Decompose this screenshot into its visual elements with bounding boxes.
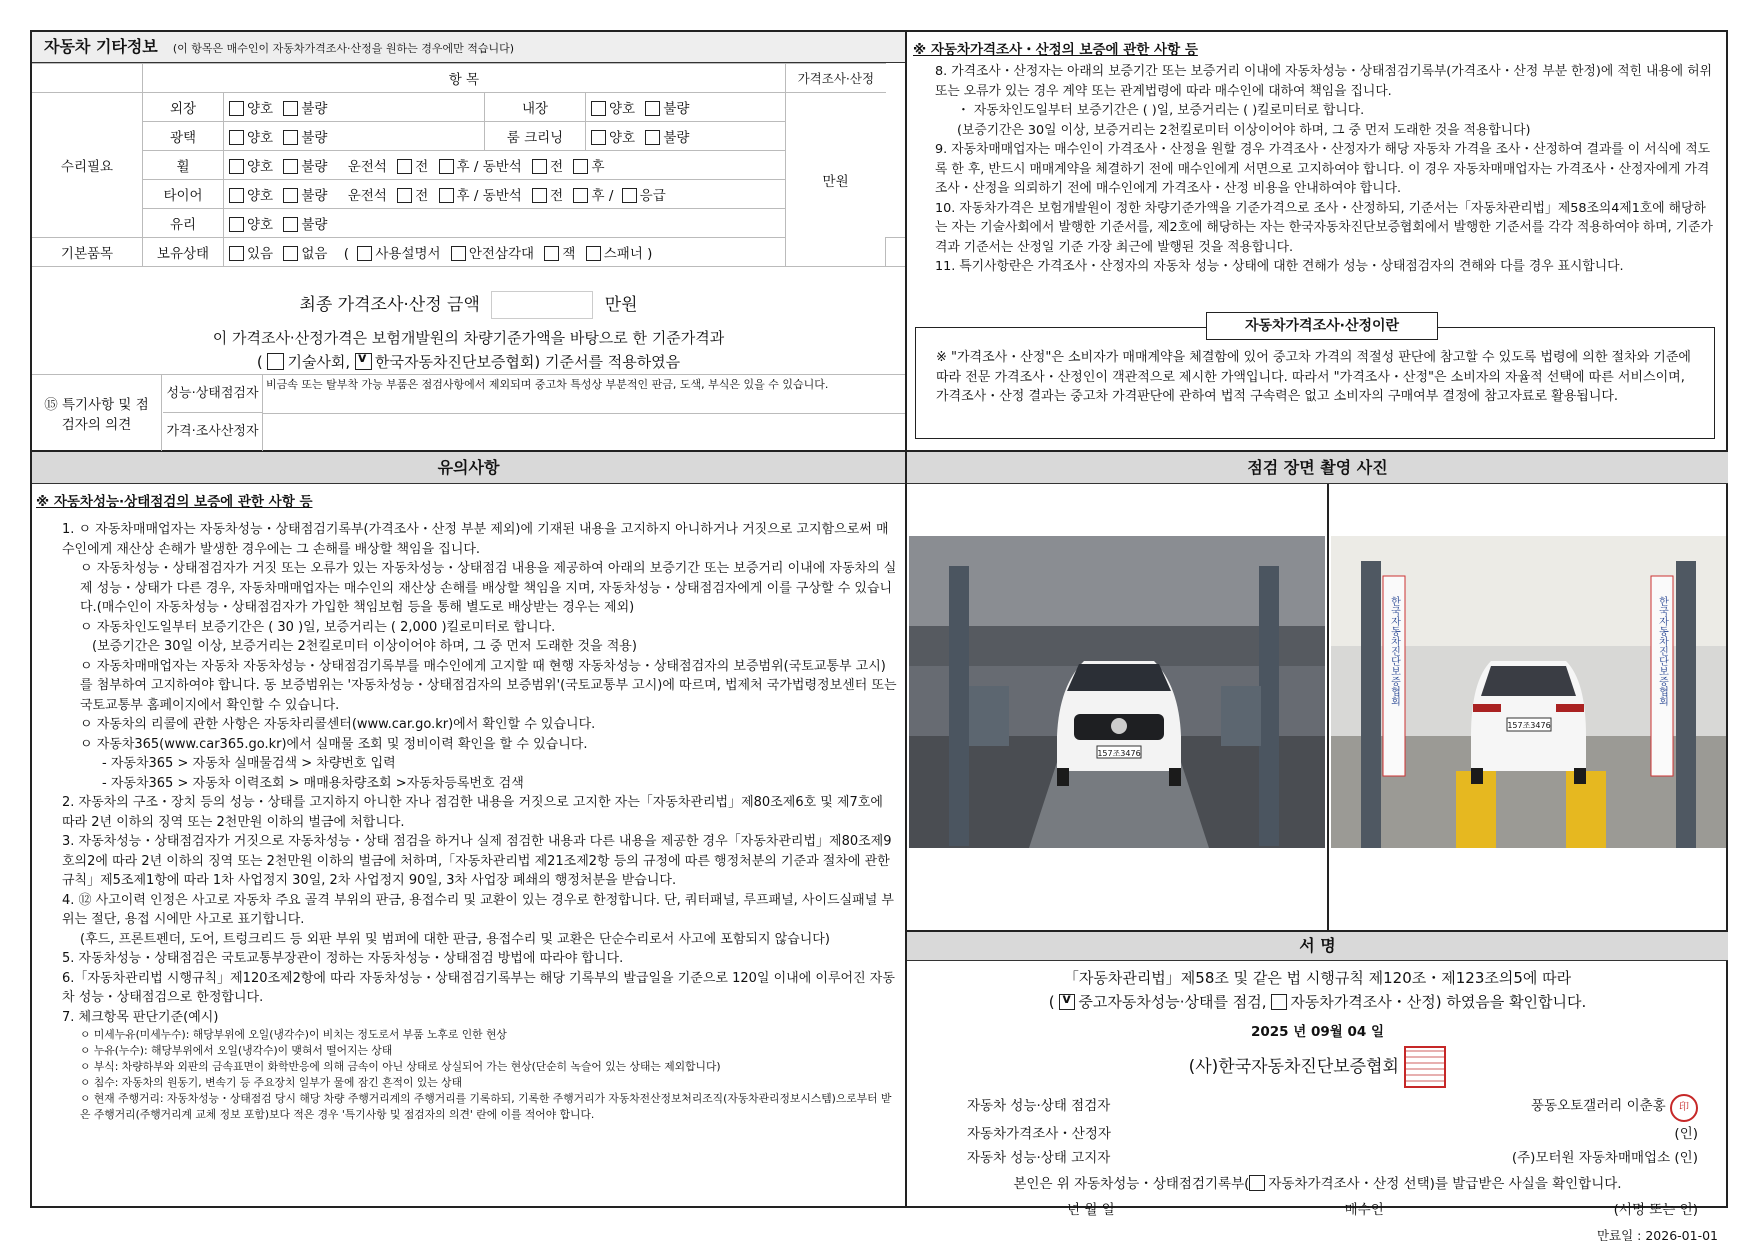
price-guarantee-section: [907, 32, 1728, 452]
photos-header: 점검 장면 촬영 사진: [907, 452, 1728, 484]
notifier-sign-label: 자동차 성능·상태 고지자: [967, 1150, 1111, 1166]
vehicle-info-table: [32, 63, 905, 267]
signature-header: 서 명: [907, 932, 1728, 961]
owned-yes-label: 있음: [247, 246, 274, 262]
expiry-date: 만료일 : 2026-01-01: [1596, 1228, 1718, 1243]
signature-section: [907, 932, 1728, 1243]
cleaning-good-checkbox[interactable]: [591, 130, 606, 145]
notice-item-1b: ㅇ 자동차성능・상태점검자가 거짓 또는 오류가 있는 자동차성능・상태점검 내용을 제공하여 아래의 보증기간 또는 보증거리 이내에 자동차의 실제 성능・상태가 다른 경우, 자동차매매업자는 매수인의 재산상 손해를 배상할 책임을 지며, 자동차성능・상태점검자에게 이를 구상할 수 있습니다.(매수인이 자동차성능・상태점검자가 가입한 책임보험 등을 통해 별도로 배상받는 경우는 제외): [80, 561, 897, 615]
buyer-price-checkbox[interactable]: [1249, 1175, 1265, 1191]
notice-item-4-note: (후드, 프론트펜더, 도어, 트렁크리드 등 외판 부위 및 범퍼에 대한 판금, 용접수리 및 교환은 단순수리로서 사고에 포함되지 않습니다): [80, 931, 830, 947]
criteria-item: ㅇ 침수: 자동차의 원동기, 변속기 등 주요장치 일부가 물에 잠긴 흔적이 있는 상태: [80, 1076, 463, 1089]
notice-header: 유의사항: [32, 452, 905, 484]
owned-status-label: 보유상태: [143, 238, 224, 267]
wheel-bad-checkbox[interactable]: [283, 159, 298, 174]
glass-bad-checkbox[interactable]: [283, 217, 298, 232]
repair-needed-label: 수리필요: [32, 93, 143, 238]
good-label: 양호: [247, 217, 274, 233]
bad-label: 불량: [301, 101, 328, 117]
good-label: 양호: [609, 130, 636, 146]
col-item-header: 항 목: [143, 64, 786, 93]
tire-driver-rear-checkbox[interactable]: [439, 188, 454, 203]
price-unit: 만원: [785, 93, 886, 267]
criteria-item: ㅇ 부식: 차량하부와 외판의 금속표면이 화학반응에 의해 금속이 아닌 상태로 상실되어 가는 현상(단순히 녹슬어 있는 상태는 제외합니다): [80, 1060, 721, 1073]
good-label: 양호: [247, 101, 274, 117]
notice-item-1c-note: (보증기간은 30일 이상, 보증거리는 2천킬로미터 이상이어야 하며, 그 중 먼저 도래한 것을 적용): [92, 639, 637, 654]
bad-label: 불량: [301, 217, 328, 233]
front-plate-text: 157조3476: [1097, 749, 1141, 758]
front-label: 전: [415, 159, 429, 175]
notice-item-1f-step2: - 자동차365 > 자동차 이력조회 > 매매용차량조회 >자동차등록번호 검색: [102, 775, 524, 791]
notice-item-1f: ㅇ 자동차365(www.car365.go.kr)에서 실매물 조회 및 정비이력 확인을 할 수 있습니다.: [80, 736, 588, 752]
front-inspection-photo: [909, 536, 1325, 848]
sign-row-inspector: [967, 1094, 1698, 1122]
notice-item-5: 5. 자동차성능・상태점검은 국토교통부장관이 정하는 자동차성능・상태점검 방법에 따라야 합니다.: [62, 951, 624, 966]
manual-label: 사용설명서: [375, 246, 441, 262]
triangle-checkbox[interactable]: [451, 246, 466, 261]
front-label: 전: [415, 188, 429, 204]
notice-item-2: 2. 자동차의 구조・장치 등의 성능・상태를 고지하지 아니한 자나 점검한 내용을 거짓으로 고지한 자는「자동차관리법」제80조제6호 및 제7호에 따라 2년 이하의 징역 또는 2천만원 이하의 벌금에 처합니다.: [62, 795, 883, 830]
polish-label: 광택: [143, 122, 224, 151]
vehicle-info-section: [32, 32, 907, 452]
photos-section: [907, 452, 1728, 932]
association-name: (사)한국자동차진단보증협회: [1188, 1057, 1399, 1077]
exterior-good-checkbox[interactable]: [229, 101, 244, 116]
guarantee-item-9: 9. 자동차매매업자는 매수인이 가격조사・산정을 원할 경우 가격조사・산정자가 해당 자동차 가격을 조사・산정하여 결과를 이 서식에 적도록 한 후, 반드시 매매계약을 체결하기 전에 매수인에게 서면으로 고지하여야 합니다. 이 경우 자동차매매업자는 가격조사・산정자에게 가격조사・산정을 의뢰하기 전에 매수인에게 가격조사・산정 비용을 안내하여야 합니다.: [935, 142, 1711, 196]
cleaning-bad-checkbox[interactable]: [645, 130, 660, 145]
wheel-good-checkbox[interactable]: [229, 159, 244, 174]
left-banner-text: 한국자동차진단보증협회: [1388, 596, 1400, 706]
tire-passenger-front-checkbox[interactable]: [532, 188, 547, 203]
guarantee-item-8-period: ・ 자동차인도일부터 보증기간은 ( )일, 보증거리는 ( )킬로미터로 합니다.: [957, 103, 1365, 118]
performance-check-label: 중고자동차성능·상태를 점검,: [1078, 993, 1267, 1011]
basis-paren: (: [256, 353, 263, 371]
driver-seat-label: 운전석: [347, 188, 387, 204]
front-label: 전: [550, 159, 564, 175]
appraiser-sign-label: 자동차가격조사・산정자: [967, 1126, 1111, 1142]
price-appraisal-checkbox[interactable]: [1271, 994, 1287, 1010]
price-definition-title: 자동차가격조사·산정이란: [1206, 312, 1438, 340]
confirm-text-start: 본인은 위 자동차성능・상태점검기록부(: [1013, 1176, 1250, 1192]
wheel-passenger-rear-checkbox[interactable]: [573, 159, 588, 174]
bad-label: 불량: [301, 130, 328, 146]
inspector-seal-icon: 印: [1670, 1094, 1698, 1122]
vehicle-info-subtitle: (이 항목은 매수인이 자동차가격조사·산정을 원하는 경우에만 적습니다): [172, 42, 515, 55]
spanner-label: 스패너 ): [603, 246, 653, 262]
buyer-date: 년 월 일: [1067, 1202, 1115, 1218]
notice-section: [32, 452, 907, 1208]
manual-checkbox[interactable]: [357, 246, 372, 261]
driver-seat-label: 운전석: [347, 159, 387, 175]
rear-label: 후: [591, 159, 605, 175]
good-label: 양호: [609, 101, 636, 117]
buyer-sign: (서명 또는 인): [1613, 1202, 1698, 1218]
passenger-seat-label: 후 / 동반석: [456, 159, 522, 175]
sign-row-appraiser: [967, 1122, 1698, 1146]
buyer-sign-row: [907, 1198, 1728, 1218]
guarantee-item-8-note: (보증기간은 30일 이상, 보증거리는 2천킬로미터 이상이어야 하며, 그 중 먼저 도래한 것을 적용합니다): [957, 122, 1531, 138]
price-definition-text: ※ "가격조사・산정"은 소비자가 매매계약을 체결함에 있어 중고차 가격의 적절성 판단에 참고할 수 있도록 법령에 의한 절차와 기준에 따라 전문 가격조사・산정인이 객관적으로 제시한 가액입니다. 따라서 "가격조사・산정"은 소비자의 자율적 선택에 따른 서비스이며, 가격조사・산정 결과는 중고차 가격판단에 관하여 법적 구속력은 없고 소비자의 구매여부 결정에 참고자료로 활용됩니다.: [936, 350, 1691, 404]
tire-good-checkbox[interactable]: [229, 188, 244, 203]
notice-body: [32, 510, 905, 1123]
guarantee-item-8: 8. 가격조사・산정자는 아래의 보증기간 또는 보증거리 이내에 자동차성능・상태점검기록부(가격조사・산정 부분 한정)에 적힌 내용에 허위 또는 오류가 있는 경우 계약 또는 관계법령에 따라 매수인에 대하여 책임을 집니다.: [935, 64, 1712, 99]
kaida-label: 한국자동차진단보증협회) 기준서를 적용하였음: [374, 353, 681, 371]
front-car-image: [909, 536, 1325, 848]
rear-car-image: [1331, 536, 1726, 848]
notice-item-6: 6.「자동차관리법 시행규칙」제120조제2항에 따라 자동차성능・상태점검기록부는 해당 기록부의 발급일을 기준으로 120일 이내에 이루어진 자동차 성능・상태점검으로 한정합니다.: [62, 970, 895, 1005]
spanner-checkbox[interactable]: [586, 246, 601, 261]
guarantee-item-10: 10. 자동차가격은 보험개발원이 정한 차량기준가액을 기준가격으로 조사・산정하되, 기준서는「자동차관리법」제58조의4제1호에 해당하는 자는 기술사회에서 발행한 기준서를, 제2호에 해당하는 자는 한국자동차진단보증협회에서 발행한 기준서를 각각 적용하여야 하며, 기준가격과 기준서는 산정일 기준 가장 최근에 발행된 것을 적용합니다.: [935, 200, 1713, 255]
vehicle-info-title: 자동차 기타정보: [44, 37, 158, 56]
basic-items-label: 기본품목: [32, 238, 143, 267]
right-banner-text: 한국자동차진단보증협회: [1656, 596, 1668, 706]
notice-item-1d: ㅇ 자동차매매업자는 자동차 자동차성능・상태점검기록부를 매수인에게 고지할 때 현행 자동차성능・상태점검자의 보증범위(국토교통부 고시)를 첨부하여 고지하여야 합니다. 동 보증범위는 '자동차성능・상태점검자의 보증범위'(국토교통부 고시)에 따르며, 법제처 국가법령정보센터 또는 국토교통부 홈페이지에서 확인할 수 있습니다.: [80, 658, 897, 713]
paren-open: (: [343, 246, 350, 262]
tech-society-label: 기술사회,: [287, 353, 351, 371]
criteria-item: ㅇ 미세누유(미세누수): 해당부위에 오일(냉각수)이 비치는 정도로서 부품 노후로 인한 현상: [80, 1028, 507, 1041]
kaida-checkbox[interactable]: [355, 353, 372, 370]
front-label: 전: [550, 188, 564, 204]
notice-item-3: 3. 자동차성능・상태점검자가 거짓으로 자동차성능・상태 점검을 하거나 실제 점검한 내용과 다른 내용을 제공한 경우「자동차관리법」제80조제9호의2에 따라 2년 이하의 징역 또는 2천만원 이하의 벌금에 처하며,「자동차관리법 제21조제2항 등의 규정에 따른 행정처분의 기준과 절차에 관한 규칙」제5조제1항에 따라 1차 사업정지 30일, 2차 사업정지 90일, 3차 사업장 폐쇄의 행정처분을 받습니다.: [62, 834, 892, 888]
sign-paren: (: [1048, 993, 1055, 1011]
criteria-item: ㅇ 현재 주행거리: 자동차성능・상태점검 당시 해당 차량 주행거리계의 주행거리를 기록하되, 기록한 주행거리가 자동차전산정보처리조직(자동차관리정보시스템)으로부터 받은 주행거리(주행거리계 교체 정보 포함)보다 적은 경우 '특기사항 및 점검자의 의견' 란에 이를 적어야 합니다.: [80, 1092, 892, 1121]
owned-no-label: 없음: [301, 246, 328, 262]
confirm-text-rest: 자동차가격조사・산정 선택)를 발급받은 사실을 확인합니다.: [1268, 1176, 1622, 1192]
emergency-label: 응급: [639, 188, 666, 204]
notice-item-1f-step1: - 자동차365 > 자동차 실매물검색 > 차량번호 입력: [102, 756, 396, 771]
inspection-record-page: [30, 30, 1728, 1243]
jack-label: 잭: [562, 246, 576, 262]
interior-good-checkbox[interactable]: [591, 101, 606, 116]
room-cleaning-label: 룸 크리닝: [485, 122, 586, 151]
notice-item-1e: ㅇ 자동차의 리콜에 관한 사항은 자동차리콜센터(www.car.go.kr)에서 확인할 수 있습니다.: [80, 717, 596, 732]
price-definition-box: [915, 318, 1715, 439]
special-notes-area: [32, 374, 905, 450]
wheel-label: 휠: [143, 151, 224, 180]
owned-no-checkbox[interactable]: [283, 246, 298, 261]
wheel-driver-front-checkbox[interactable]: [397, 159, 412, 174]
tech-society-checkbox[interactable]: [267, 353, 284, 370]
performance-check-checkbox[interactable]: [1059, 994, 1075, 1010]
bad-label: 불량: [663, 130, 690, 146]
exterior-bad-checkbox[interactable]: [283, 101, 298, 116]
rear-label: 후 /: [591, 188, 614, 204]
owned-yes-checkbox[interactable]: [229, 246, 244, 261]
jack-checkbox[interactable]: [544, 246, 559, 261]
sign-row-notifier: [967, 1146, 1698, 1170]
notice-title: ※ 자동차성능·상태점검의 보증에 관한 사항 등: [36, 494, 313, 510]
final-price-input[interactable]: [491, 291, 593, 319]
appraiser-sign-value: (인): [1674, 1126, 1698, 1142]
tire-passenger-rear-checkbox[interactable]: [573, 188, 588, 203]
bad-label: 불량: [301, 159, 328, 175]
final-price-area: [32, 284, 905, 374]
criteria-list: [62, 1027, 897, 1123]
rear-plate-text: 157조3476: [1507, 721, 1551, 730]
polish-bad-checkbox[interactable]: [283, 130, 298, 145]
notice-item-4: 4. ⑫ 사고이력 인정은 사고로 자동차 주요 골격 부위의 판금, 용접수리 및 교환이 있는 경우로 한정합니다. 단, 쿼터패널, 루프패널, 사이드실패널 부위는 절단, 용접 시에만 사고로 표기합니다.: [62, 892, 894, 927]
notice-item-1: 1. ㅇ 자동차매매업자는 자동차성능・상태점검기록부(가격조사・산정 부분 제외)에 기재된 내용을 고지하지 아니하거나 거짓으로 고지함으로써 매수인에게 재산상 손해가 발생한 경우에는 그 손해를 배상할 책임을 집니다.: [62, 522, 889, 557]
association-seal-icon: [1404, 1046, 1446, 1088]
good-label: 양호: [247, 159, 274, 175]
good-label: 양호: [247, 130, 274, 146]
price-guarantee-title: ※ 자동차가격조사・산정의 보증에 관한 사항 등: [913, 42, 1198, 58]
final-price-unit: 만원: [604, 295, 638, 315]
price-appraisal-label: 자동차가격조사・산정) 하였음을 확인합니다.: [1290, 993, 1587, 1011]
notifier-sign-value: (주)모터원 자동차매매업소 (인): [1511, 1150, 1698, 1166]
special-notes-label: ⑮ 특기사항 및 점검자의 의견: [32, 375, 162, 451]
inspector-sign-value: 풍동오토갤러리 이춘홍: [1531, 1098, 1666, 1114]
good-label: 양호: [247, 188, 274, 204]
wheel-passenger-front-checkbox[interactable]: [532, 159, 547, 174]
appraiser-label: 가격·조사산정자: [163, 413, 263, 451]
signature-date: 2025 년 09월 04 일: [1250, 1024, 1385, 1040]
glass-good-checkbox[interactable]: [229, 217, 244, 232]
passenger-seat-label: 후 / 동반석: [456, 188, 522, 204]
polish-good-checkbox[interactable]: [229, 130, 244, 145]
buyer-label: 매수인: [1344, 1202, 1384, 1218]
tire-emergency-checkbox[interactable]: [622, 188, 637, 203]
guarantee-item-11: 11. 특기사항란은 가격조사・산정자의 자동차 성능・상태에 대한 견해가 성능・상태점검자의 견해와 다를 경우 표시합니다.: [935, 259, 1624, 274]
wheel-driver-rear-checkbox[interactable]: [439, 159, 454, 174]
signature-law-line: 「자동차관리법」제58조 및 같은 법 시행규칙 제120조・제123조의5에 따라: [1063, 969, 1572, 987]
inspector-sign-label: 자동차 성능·상태 점검자: [967, 1098, 1111, 1114]
interior-bad-checkbox[interactable]: [645, 101, 660, 116]
notice-item-7: 7. 체크항목 판단기준(예시): [62, 1009, 219, 1025]
col-price-header: 가격조사·산정: [785, 64, 886, 93]
inspector-label: 성능·상태점검자: [163, 375, 263, 413]
tire-driver-front-checkbox[interactable]: [397, 188, 412, 203]
exterior-label: 외장: [143, 93, 224, 122]
interior-label: 내장: [485, 93, 586, 122]
final-price-label: 최종 가격조사·산정 금액: [299, 295, 480, 315]
inspector-opinion: 비금속 또는 탈부착 가능 부품은 점검사항에서 제외되며 중고차 특성상 부분적인 판금, 도색, 부식은 있을 수 있습니다.: [266, 378, 829, 391]
notice-item-1c: ㅇ 자동차인도일부터 보증기간은 ( 30 )일, 보증거리는 ( 2,000 )킬로미터로 합니다.: [80, 619, 556, 635]
triangle-label: 안전삼각대: [468, 246, 535, 262]
rear-inspection-photo: [1331, 536, 1726, 848]
bad-label: 불량: [301, 188, 328, 204]
glass-label: 유리: [143, 209, 224, 238]
basis-line1: 이 가격조사·산정가격은 보험개발원의 차량기준가액을 바탕으로 한 기준가격과: [212, 329, 725, 347]
bad-label: 불량: [663, 101, 690, 117]
criteria-item: ㅇ 누유(누수): 해당부위에서 오일(냉각수)이 맺혀서 떨어지는 상태: [80, 1044, 393, 1057]
tire-bad-checkbox[interactable]: [283, 188, 298, 203]
tire-label: 타이어: [143, 180, 224, 209]
